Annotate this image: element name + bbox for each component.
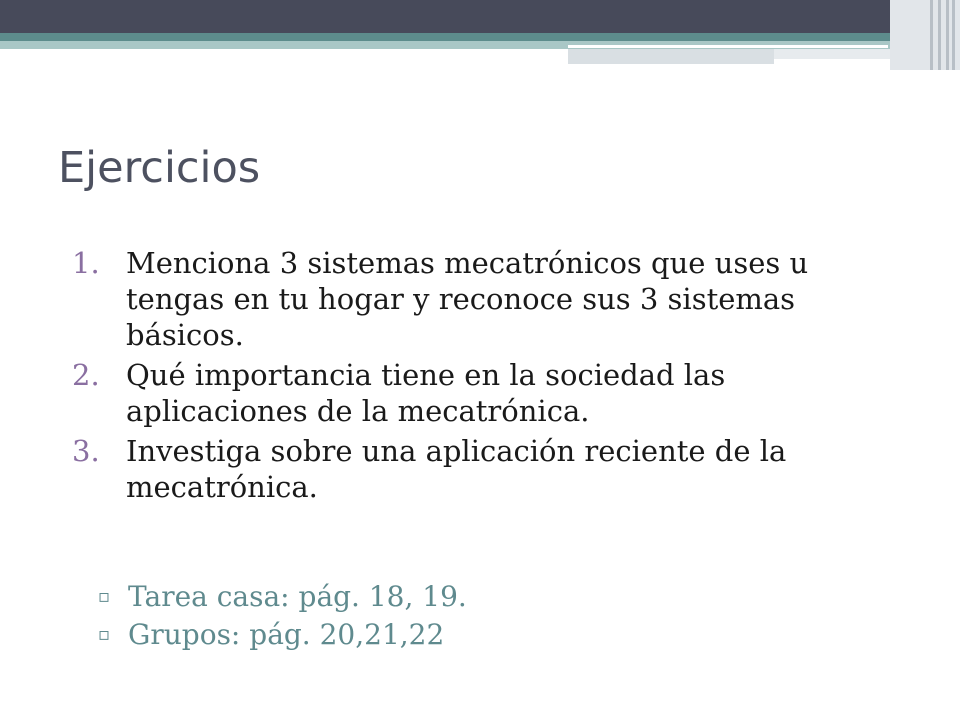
assignment-text: Tarea casa: pág. 18, 19. xyxy=(128,580,467,613)
assignment-text: Grupos: pág. 20,21,22 xyxy=(128,618,445,651)
header-bar-teal xyxy=(0,33,960,41)
exercise-item xyxy=(72,433,892,505)
header-bar-dark xyxy=(0,0,960,33)
header-corner-block xyxy=(890,0,960,70)
assignment-list xyxy=(98,578,798,654)
corner-stripe xyxy=(952,0,955,70)
header-tab-shape-secondary xyxy=(774,49,890,59)
square-bullet-icon: ▫ xyxy=(98,586,111,607)
corner-stripe xyxy=(946,0,949,70)
assignment-item xyxy=(98,578,798,616)
header-accent-line xyxy=(568,45,888,48)
exercise-item xyxy=(72,357,892,429)
exercise-number: 3. xyxy=(72,434,100,468)
exercise-text: Investiga sobre una aplicación reciente de la mecatrónica. xyxy=(126,434,787,504)
slide-title: Ejercicios xyxy=(58,143,261,193)
exercise-number: 1. xyxy=(72,246,100,280)
exercise-text: Qué importancia tiene en la sociedad las aplicaciones de la mecatrónica. xyxy=(126,358,726,428)
square-bullet-icon: ▫ xyxy=(98,624,111,645)
corner-stripe xyxy=(938,0,941,70)
corner-stripe xyxy=(930,0,933,70)
exercise-list xyxy=(72,245,892,509)
assignment-item xyxy=(98,616,798,654)
header-tab-shape xyxy=(568,49,774,64)
exercise-text: Menciona 3 sistemas mecatrónicos que uses u tengas en tu hogar y reconoce sus 3 sistemas básicos. xyxy=(126,246,809,352)
exercise-item xyxy=(72,245,892,353)
exercise-number: 2. xyxy=(72,358,100,392)
